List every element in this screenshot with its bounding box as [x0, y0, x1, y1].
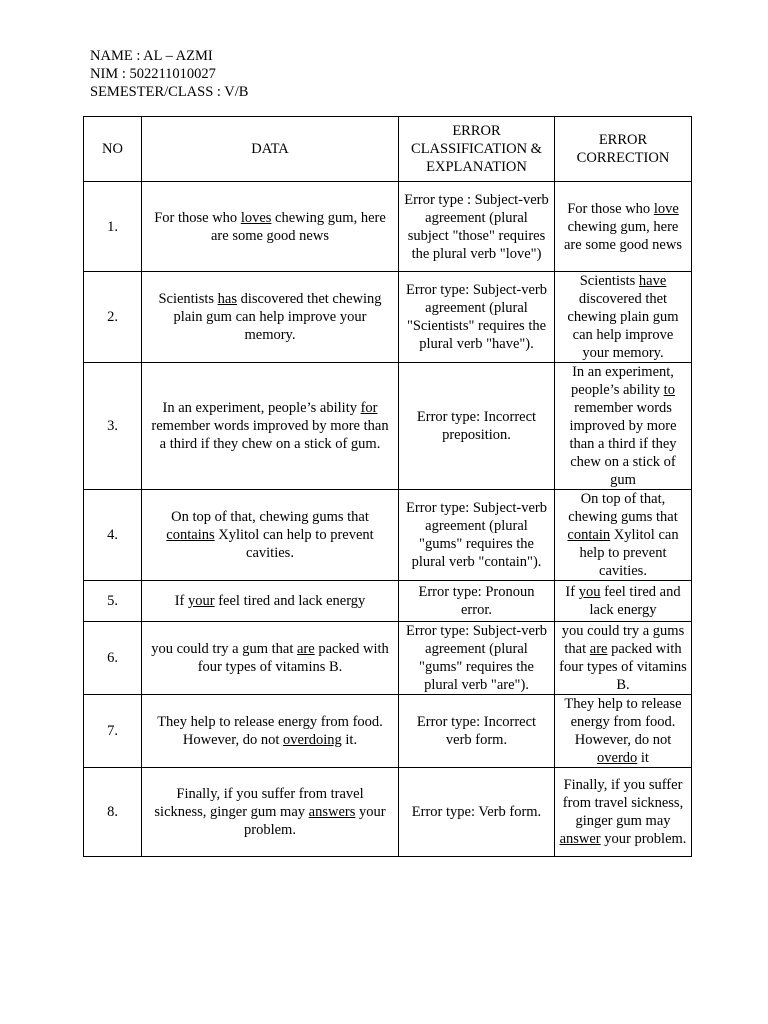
error-explanation: Error type: Pronoun error.	[399, 581, 555, 622]
data-sentence: you could try a gum that are packed with four types of vitamins B.	[142, 622, 399, 695]
error-word: overdoing	[282, 732, 342, 748]
data-sentence: In an experiment, people’s ability for remember words improved by more than a third if they chew on a stick of gum.	[142, 363, 399, 490]
error-word: loves	[240, 209, 272, 226]
row-number: 2.	[84, 272, 142, 363]
column-header-error-classification: ERROR CLASSIFICATION & EXPLANATION	[399, 117, 555, 182]
data-sentence: They help to release energy from food. However, do not overdoing it.	[142, 695, 399, 768]
name-line: NAME : AL – AZMI	[90, 48, 213, 64]
error-word: to	[663, 382, 675, 398]
error-correction: In an experiment, people’s ability to remember words improved by more than a third if they chew on a stick of gum	[555, 363, 692, 490]
error-word: has	[217, 291, 237, 307]
student-header	[90, 47, 248, 101]
data-sentence: For those who loves chewing gum, here are some good news	[142, 182, 399, 272]
error-word: your	[188, 593, 215, 609]
error-word: answer	[559, 831, 601, 847]
column-header-data: DATA	[142, 117, 399, 182]
table-row	[84, 272, 692, 363]
error-correction: Scientists have discovered thet chewing plain gum can help improve your memory.	[555, 272, 692, 363]
column-header-no: NO	[84, 117, 142, 182]
error-correction: They help to release energy from food. However, do not overdo it	[555, 695, 692, 768]
table-header-row	[84, 117, 692, 182]
data-sentence: Finally, if you suffer from travel sickness, ginger gum may answers your problem.	[142, 768, 399, 857]
error-word: are	[589, 641, 608, 657]
error-correction: On top of that, chewing gums that contain Xylitol can help to prevent cavities.	[555, 490, 692, 581]
data-sentence: On top of that, chewing gums that contains Xylitol can help to prevent cavities.	[142, 490, 399, 581]
table-row	[84, 182, 692, 272]
table-row	[84, 695, 692, 768]
table-row	[84, 363, 692, 490]
row-number: 7.	[84, 695, 142, 768]
error-explanation: Error type: Verb form.	[399, 768, 555, 857]
error-analysis-table	[83, 116, 692, 857]
table-row	[84, 581, 692, 622]
error-correction: you could try a gums that are packed with four types of vitamins B.	[555, 622, 692, 695]
table-body	[84, 182, 692, 857]
error-word: are	[296, 641, 315, 657]
error-word: love	[653, 200, 679, 217]
row-number: 3.	[84, 363, 142, 490]
row-number: 1.	[84, 182, 142, 272]
column-header-error-correction: ERROR CORRECTION	[555, 117, 692, 182]
error-explanation: Error type : Subject-verb agreement (plural subject "those" requires the plural verb "love")	[399, 182, 555, 272]
error-word: for	[360, 400, 378, 416]
table-row	[84, 768, 692, 857]
data-sentence: Scientists has discovered thet chewing plain gum can help improve your memory.	[142, 272, 399, 363]
error-explanation: Error type: Subject-verb agreement (plural "gums" requires the plural verb "are").	[399, 622, 555, 695]
error-explanation: Error type: Subject-verb agreement (plural "Scientists" requires the plural verb "have").	[399, 272, 555, 363]
semester-line: SEMESTER/CLASS : V/B	[90, 84, 249, 100]
data-sentence: If your feel tired and lack energy	[142, 581, 399, 622]
table-row	[84, 490, 692, 581]
table-row	[84, 622, 692, 695]
row-number: 4.	[84, 490, 142, 581]
row-number: 5.	[84, 581, 142, 622]
row-number: 6.	[84, 622, 142, 695]
error-word: you	[578, 584, 601, 600]
error-explanation: Error type: Incorrect preposition.	[399, 363, 555, 490]
error-correction: If you feel tired and lack energy	[555, 581, 692, 622]
error-word: have	[638, 273, 667, 289]
error-word: overdo	[597, 750, 638, 766]
error-explanation: Error type: Incorrect verb form.	[399, 695, 555, 768]
error-word: contain	[567, 527, 611, 543]
error-correction: For those who love chewing gum, here are some good news	[555, 182, 692, 272]
error-word: answers	[308, 804, 356, 820]
row-number: 8.	[84, 768, 142, 857]
error-correction: Finally, if you suffer from travel sickness, ginger gum may answer your problem.	[555, 768, 692, 857]
error-word: contains	[166, 527, 215, 543]
nim-line: NIM : 502211010027	[90, 66, 216, 82]
error-explanation: Error type: Subject-verb agreement (plural "gums" requires the plural verb "contain").	[399, 490, 555, 581]
